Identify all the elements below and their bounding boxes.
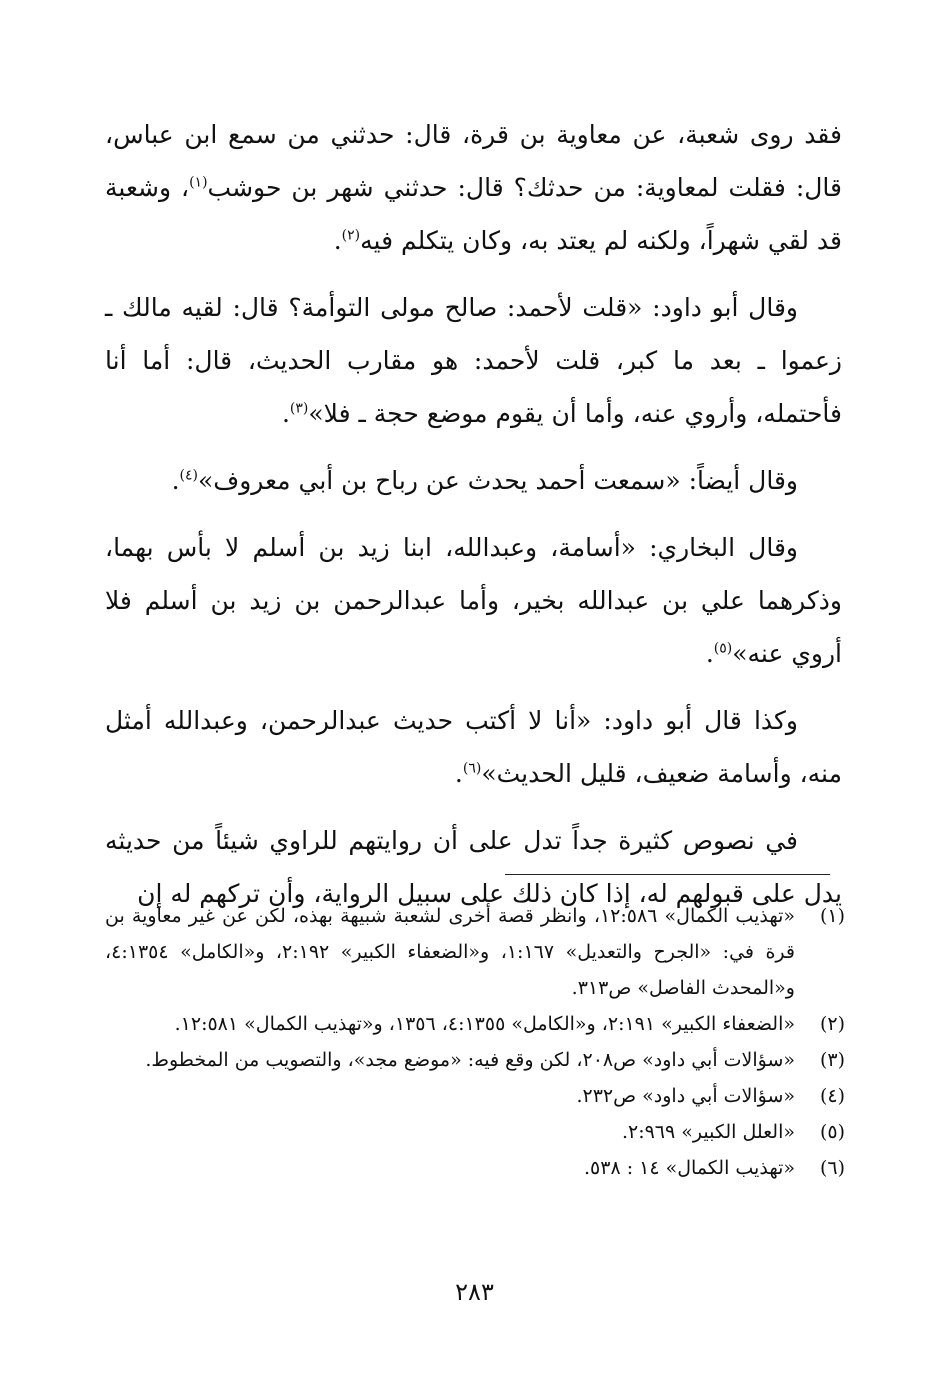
footnote-text: «تهذيب الكمال» ١٤ : ٥٣٨. bbox=[583, 1157, 795, 1179]
paragraph-end: . bbox=[333, 226, 342, 255]
paragraph-text: ، وشعبة قد لقي شهراً، ولكنه لم يعتد به، وكان يتكلم فيه bbox=[105, 173, 842, 255]
footnote-number: (٣) bbox=[819, 1049, 845, 1071]
footnote-text: «تهذيب الكمال» ١٢:٥٨٦، وانظر قصة أخرى لشعبة شبيهة بهذه، لكن عن غير معاوية بن قرة في: «الجرح والتعديل» ١:١٦٧، و«الضعفاء الكبير» ٢:١٩٢، و«الكامل» ٤:١٣٥٤، و«المحدث الفاصل» ص٣١٣. bbox=[105, 905, 795, 999]
paragraph bbox=[105, 108, 842, 267]
footnote-text: «العلل الكبير» ٢:٩٦٩. bbox=[621, 1121, 795, 1143]
footnote-ref: (٣) bbox=[289, 400, 309, 417]
paragraph bbox=[105, 281, 842, 440]
footnote-text: «الضعفاء الكبير» ٢:١٩١، و«الكامل» ٤:١٣٥٥، ١٣٥٦، و«تهذيب الكمال» ١٢:٥٨١. bbox=[174, 1013, 795, 1035]
paragraph bbox=[105, 694, 842, 800]
main-text bbox=[105, 108, 842, 934]
footnotes bbox=[105, 898, 845, 1186]
footnote bbox=[105, 1006, 845, 1042]
footnote-separator bbox=[505, 874, 830, 875]
footnote bbox=[105, 1042, 845, 1078]
footnote-ref: (٦) bbox=[462, 760, 482, 777]
paragraph-end: . bbox=[705, 639, 714, 668]
footnote-ref: (١) bbox=[189, 174, 208, 191]
footnote-number: (٥) bbox=[819, 1121, 845, 1143]
paragraph-text: وكذا قال أبو داود: «أنا لا أكتب حديث عبدالرحمن، وعبدالله أمثل منه، وأسامة ضعيف، قليل الحديث» bbox=[105, 706, 842, 788]
footnote-ref: (٢) bbox=[341, 227, 361, 244]
paragraph-text: وقال أيضاً: «سمعت أحمد يحدث عن رباح بن أبي معروف» bbox=[198, 466, 798, 495]
footnote bbox=[105, 1078, 845, 1114]
paragraph bbox=[105, 521, 842, 680]
footnote bbox=[105, 1114, 845, 1150]
paragraph bbox=[105, 454, 842, 507]
footnote-ref: (٥) bbox=[713, 640, 733, 657]
paragraph-end: . bbox=[171, 466, 180, 495]
page-number: ٢٨٣ bbox=[455, 1278, 494, 1306]
paragraph-end: . bbox=[454, 759, 463, 788]
footnote-text: «سؤالات أبي داود» ص٢٣٢. bbox=[576, 1085, 795, 1107]
paragraph-text: في نصوص كثيرة جداً تدل على أن روايتهم للراوي شيئاً من حديثه يدل على قبولهم له، إذا كان ذلك على سبيل الرواية، وأن تركهم له إن bbox=[105, 826, 842, 908]
footnote-number: (٦) bbox=[819, 1157, 845, 1179]
footnote-text: «سؤالات أبي داود» ص٢٠٨، لكن وقع فيه: «موضع مجد»، والتصويب من المخطوط. bbox=[145, 1049, 795, 1071]
footnote bbox=[105, 898, 845, 1006]
footnote-number: (٢) bbox=[819, 1013, 845, 1035]
footnote-number: (٤) bbox=[819, 1085, 845, 1107]
footnote-number: (١) bbox=[819, 905, 845, 927]
paragraph-end: . bbox=[281, 399, 290, 428]
paragraph-text: وقال البخاري: «أسامة، وعبدالله، ابنا زيد بن أسلم لا بأس بهما، وذكرهما علي بن عبدالله بخير، وأما عبدالرحمن بن زيد بن أسلم فلا أروي عنه» bbox=[105, 533, 842, 668]
footnote bbox=[105, 1150, 845, 1186]
footnote-ref: (٤) bbox=[179, 467, 199, 484]
paragraph-text: وقال أبو داود: «قلت لأحمد: صالح مولى التوأمة؟ قال: لقيه مالك ـ زعموا ـ بعد ما كبر، قلت لأحمد: هو مقارب الحديث، قال: أما أنا فأحتمله، وأروي عنه، وأما أن يقوم موضع حجة ـ فلا» bbox=[105, 293, 842, 428]
paragraph-text: فقد روى شعبة، عن معاوية بن قرة، قال: حدثني من سمع ابن عباس، قال: فقلت لمعاوية: من حدثك؟ قال: حدثني شهر بن حوشب bbox=[105, 120, 843, 202]
